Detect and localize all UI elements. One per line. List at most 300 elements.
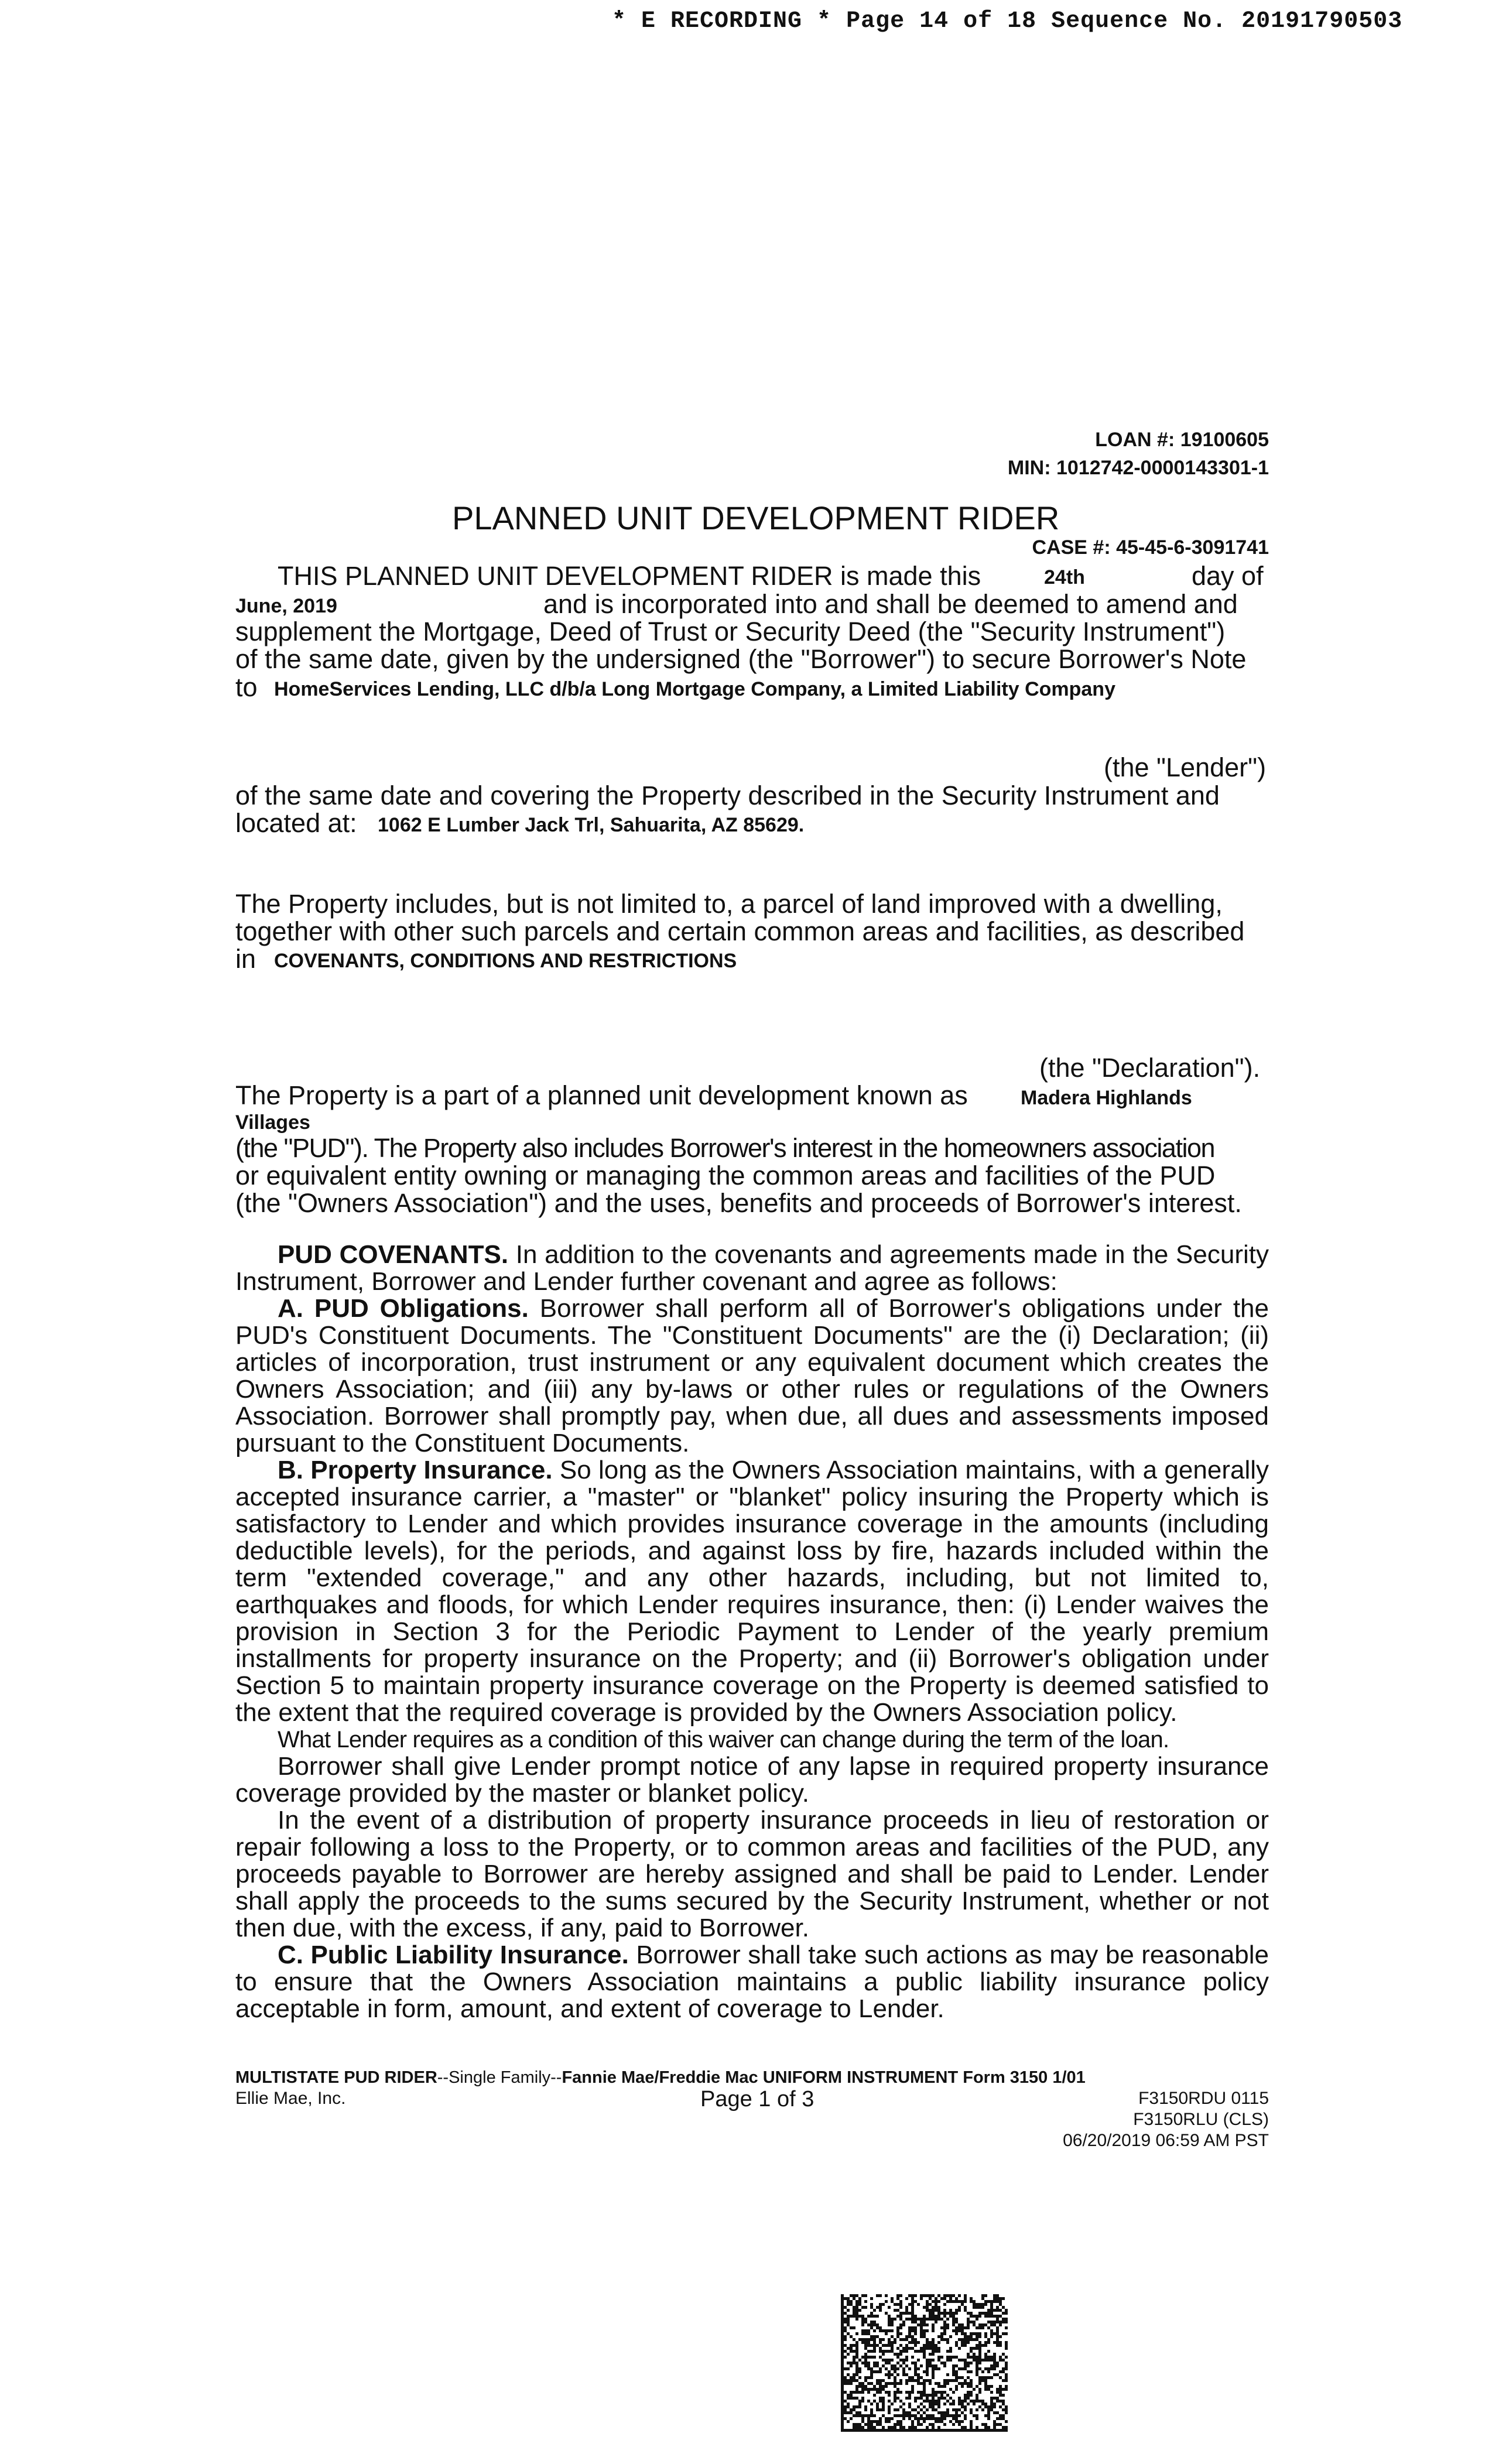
barcode-cell <box>873 2347 876 2350</box>
barcode-cell <box>929 2312 932 2315</box>
barcode-cell <box>993 2315 996 2318</box>
barcode-cell <box>894 2391 896 2394</box>
barcode-cell <box>970 2426 973 2429</box>
barcode-cell <box>920 2335 923 2338</box>
barcode-cell <box>978 2315 981 2318</box>
barcode-cell <box>864 2429 867 2432</box>
barcode-cell <box>964 2394 967 2397</box>
barcode-cell <box>853 2356 855 2359</box>
barcode-cell <box>949 2414 952 2417</box>
barcode-cell <box>908 2391 911 2394</box>
barcode-cell <box>964 2297 967 2300</box>
barcode-cell <box>870 2411 873 2414</box>
barcode-cell <box>888 2323 891 2326</box>
barcode-cell <box>917 2379 920 2382</box>
barcode-cell <box>932 2391 935 2394</box>
barcode-cell <box>1002 2429 1005 2432</box>
barcode-cell <box>958 2359 961 2362</box>
barcode-cell <box>855 2350 858 2353</box>
barcode-cell <box>873 2350 876 2353</box>
barcode-cell <box>920 2391 923 2394</box>
barcode-cell <box>844 2350 847 2353</box>
barcode-cell <box>861 2329 864 2332</box>
barcode-cell <box>917 2405 920 2408</box>
barcode-cell <box>973 2303 976 2306</box>
barcode-cell <box>929 2353 932 2356</box>
barcode-cell <box>879 2350 882 2353</box>
barcode-cell <box>955 2297 958 2300</box>
barcode-cell <box>940 2385 943 2388</box>
barcode-cell <box>996 2391 999 2394</box>
barcode-cell <box>996 2315 999 2318</box>
barcode-cell <box>926 2338 929 2341</box>
barcode-cell <box>984 2405 987 2408</box>
located-at-label: located at: <box>235 808 357 838</box>
barcode-cell <box>973 2347 976 2350</box>
barcode-cell <box>999 2423 1002 2426</box>
barcode-cell <box>999 2417 1002 2420</box>
barcode-cell <box>896 2388 899 2391</box>
barcode-cell <box>894 2408 896 2411</box>
barcode-cell <box>841 2323 844 2326</box>
barcode-cell <box>952 2315 955 2318</box>
barcode-cell <box>911 2423 914 2426</box>
barcode-cell <box>853 2306 855 2309</box>
barcode-cell <box>996 2321 999 2323</box>
barcode-cell <box>943 2414 946 2417</box>
barcode-cell <box>923 2370 926 2373</box>
property-line-1: The Property includes, but is not limited to, a parcel of land improved with a dwelling, <box>235 889 1223 919</box>
barcode-cell <box>847 2323 850 2326</box>
barcode-cell <box>891 2364 894 2367</box>
barcode-cell <box>841 2400 844 2403</box>
barcode-cell <box>1005 2420 1008 2423</box>
barcode-cell <box>855 2341 858 2344</box>
barcode-cell <box>935 2403 937 2405</box>
barcode-cell <box>896 2353 899 2356</box>
barcode-cell <box>908 2414 911 2417</box>
barcode-cell <box>949 2379 952 2382</box>
barcode-cell <box>964 2359 967 2362</box>
barcode-cell <box>964 2335 967 2338</box>
barcode-cell <box>908 2329 911 2332</box>
barcode-cell <box>961 2329 964 2332</box>
barcode-cell <box>929 2294 932 2297</box>
barcode-cell <box>984 2344 987 2347</box>
barcode-cell <box>873 2329 876 2332</box>
barcode-cell <box>964 2414 967 2417</box>
barcode-cell <box>973 2356 976 2359</box>
barcode-cell <box>1005 2318 1008 2321</box>
barcode-cell <box>976 2335 978 2338</box>
barcode-cell <box>911 2335 914 2338</box>
barcode-cell <box>976 2394 978 2397</box>
barcode-cell <box>864 2362 867 2364</box>
barcode-cell <box>858 2297 861 2300</box>
declaration-document: COVENANTS, CONDITIONS AND RESTRICTIONS <box>274 950 737 972</box>
barcode-cell <box>888 2429 891 2432</box>
barcode-cell <box>984 2335 987 2338</box>
barcode-cell <box>926 2347 929 2350</box>
barcode-cell <box>879 2370 882 2373</box>
barcode-cell <box>873 2309 876 2312</box>
barcode-cell <box>1005 2408 1008 2411</box>
barcode-cell <box>923 2382 926 2385</box>
barcode-cell <box>946 2356 949 2359</box>
barcode-cell <box>853 2312 855 2315</box>
barcode-cell <box>841 2338 844 2341</box>
barcode-cell <box>929 2364 932 2367</box>
barcode-cell <box>861 2382 864 2385</box>
barcode-cell <box>879 2429 882 2432</box>
barcode-cell <box>967 2394 970 2397</box>
barcode-cell <box>990 2329 993 2332</box>
barcode-cell <box>920 2318 923 2321</box>
barcode-cell <box>894 2367 896 2370</box>
barcode-cell <box>955 2309 958 2312</box>
barcode-cell <box>855 2318 858 2321</box>
covenant-c <box>235 1942 1269 2022</box>
barcode-cell <box>937 2417 940 2420</box>
barcode-cell <box>996 2344 999 2347</box>
barcode-cell <box>896 2335 899 2338</box>
barcode-cell <box>917 2417 920 2420</box>
barcode-cell <box>861 2341 864 2344</box>
barcode-cell <box>867 2414 870 2417</box>
barcode-cell <box>841 2426 844 2429</box>
barcode-cell <box>873 2356 876 2359</box>
barcode-cell <box>888 2370 891 2373</box>
barcode-cell <box>929 2309 932 2312</box>
barcode-cell <box>937 2300 940 2303</box>
barcode-cell <box>996 2423 999 2426</box>
barcode-cell <box>905 2429 908 2432</box>
barcode-cell <box>935 2303 937 2306</box>
barcode-cell <box>996 2429 999 2432</box>
barcode-cell <box>861 2400 864 2403</box>
barcode-cell <box>937 2391 940 2394</box>
barcode-cell <box>870 2408 873 2411</box>
barcode-cell <box>899 2326 902 2329</box>
barcode-cell <box>970 2394 973 2397</box>
barcode-cell <box>1005 2344 1008 2347</box>
barcode-cell <box>853 2315 855 2318</box>
barcode-cell <box>847 2394 850 2397</box>
barcode-cell <box>999 2321 1002 2323</box>
barcode-cell <box>943 2403 946 2405</box>
barcode-cell <box>932 2429 935 2432</box>
barcode-cell <box>1005 2356 1008 2359</box>
barcode-cell <box>926 2370 929 2373</box>
barcode-cell <box>996 2335 999 2338</box>
barcode-cell <box>929 2429 932 2432</box>
barcode-cell <box>914 2414 917 2417</box>
barcode-cell <box>853 2408 855 2411</box>
barcode-cell <box>993 2426 996 2429</box>
barcode-cell <box>867 2388 870 2391</box>
barcode-cell <box>914 2329 917 2332</box>
barcode-cell <box>882 2429 885 2432</box>
barcode-cell <box>855 2426 858 2429</box>
barcode-cell <box>841 2318 844 2321</box>
barcode-cell <box>858 2400 861 2403</box>
barcode-cell <box>844 2326 847 2329</box>
barcode-cell <box>976 2326 978 2329</box>
barcode-cell <box>858 2405 861 2408</box>
barcode-cell <box>976 2414 978 2417</box>
barcode-cell <box>882 2426 885 2429</box>
barcode-cell <box>888 2400 891 2403</box>
barcode-cell <box>923 2388 926 2391</box>
barcode-cell <box>888 2362 891 2364</box>
barcode-cell <box>905 2411 908 2414</box>
barcode-cell <box>999 2385 1002 2388</box>
barcode-cell <box>967 2403 970 2405</box>
barcode-cell <box>920 2347 923 2350</box>
barcode-cell <box>976 2318 978 2321</box>
barcode-cell <box>902 2426 905 2429</box>
barcode-cell <box>873 2321 876 2323</box>
barcode-cell <box>932 2300 935 2303</box>
barcode-cell <box>935 2429 937 2432</box>
barcode-cell <box>952 2367 955 2370</box>
barcode-cell <box>929 2347 932 2350</box>
barcode-cell <box>952 2294 955 2297</box>
barcode-cell <box>1002 2321 1005 2323</box>
barcode-cell <box>1002 2394 1005 2397</box>
barcode-cell <box>917 2341 920 2344</box>
barcode-cell <box>908 2403 911 2405</box>
barcode-cell <box>858 2385 861 2388</box>
barcode-cell <box>902 2312 905 2315</box>
barcode-cell <box>955 2373 958 2376</box>
barcode-cell <box>990 2303 993 2306</box>
barcode-cell <box>864 2376 867 2379</box>
barcode-cell <box>847 2318 850 2321</box>
barcode-cell <box>844 2321 847 2323</box>
barcode-cell <box>978 2400 981 2403</box>
barcode-cell <box>841 2388 844 2391</box>
barcode-cell <box>864 2318 867 2321</box>
barcode-cell <box>964 2362 967 2364</box>
barcode-cell <box>932 2312 935 2315</box>
barcode-cell <box>973 2338 976 2341</box>
barcode-cell <box>855 2309 858 2312</box>
barcode-cell <box>973 2353 976 2356</box>
barcode-cell <box>943 2303 946 2306</box>
barcode-cell <box>961 2303 964 2306</box>
barcode-cell <box>841 2294 844 2297</box>
barcode-cell <box>967 2323 970 2326</box>
barcode-cell <box>987 2338 990 2341</box>
barcode-cell <box>967 2391 970 2394</box>
case-label: CASE #: <box>1032 536 1111 559</box>
barcode-cell <box>940 2414 943 2417</box>
barcode-cell <box>850 2350 853 2353</box>
barcode-cell <box>876 2344 879 2347</box>
barcode-cell <box>958 2300 961 2303</box>
barcode-cell <box>876 2362 879 2364</box>
barcode-cell <box>899 2364 902 2367</box>
barcode-cell <box>905 2356 908 2359</box>
barcode-cell <box>902 2417 905 2420</box>
barcode-cell <box>970 2391 973 2394</box>
barcode-cell <box>999 2323 1002 2326</box>
barcode-cell <box>926 2359 929 2362</box>
form-prefix: MULTISTATE PUD RIDER <box>235 2068 437 2087</box>
barcode-cell <box>943 2391 946 2394</box>
barcode-cell <box>914 2397 917 2400</box>
barcode-cell <box>987 2359 990 2362</box>
barcode-cell <box>917 2350 920 2353</box>
barcode-cell <box>847 2373 850 2376</box>
barcode-cell <box>847 2332 850 2335</box>
barcode-cell <box>981 2297 984 2300</box>
the-lender-label: (the "Lender") <box>1104 752 1267 782</box>
barcode-cell <box>964 2408 967 2411</box>
barcode-cell <box>993 2332 996 2335</box>
barcode-cell <box>970 2315 973 2318</box>
barcode-cell <box>876 2382 879 2385</box>
barcode-cell <box>932 2408 935 2411</box>
barcode-cell <box>891 2359 894 2362</box>
barcode-cell <box>855 2300 858 2303</box>
barcode-cell <box>949 2315 952 2318</box>
barcode-cell <box>940 2391 943 2394</box>
barcode-cell <box>911 2297 914 2300</box>
barcode-cell <box>844 2429 847 2432</box>
barcode-cell <box>946 2382 949 2385</box>
barcode-cell <box>870 2306 873 2309</box>
barcode-cell <box>943 2312 946 2315</box>
barcode-cell <box>899 2420 902 2423</box>
barcode-cell <box>858 2367 861 2370</box>
barcode-cell <box>1005 2347 1008 2350</box>
barcode-cell <box>920 2414 923 2417</box>
barcode-cell <box>1005 2312 1008 2315</box>
barcode-cell <box>858 2359 861 2362</box>
barcode-cell <box>996 2364 999 2367</box>
barcode-cell <box>984 2376 987 2379</box>
barcode-cell <box>902 2367 905 2370</box>
barcode-cell <box>920 2376 923 2379</box>
barcode-cell <box>917 2411 920 2414</box>
barcode-cell <box>870 2350 873 2353</box>
barcode-cell <box>958 2423 961 2426</box>
barcode-cell <box>978 2391 981 2394</box>
barcode-cell <box>993 2353 996 2356</box>
barcode-cell <box>961 2359 964 2362</box>
barcode-cell <box>853 2338 855 2341</box>
barcode-cell <box>984 2300 987 2303</box>
barcode-cell <box>955 2321 958 2323</box>
barcode-cell <box>879 2309 882 2312</box>
barcode-cell <box>896 2367 899 2370</box>
barcode-cell <box>978 2359 981 2362</box>
barcode-cell <box>932 2405 935 2408</box>
barcode-cell <box>981 2379 984 2382</box>
barcode-cell <box>850 2411 853 2414</box>
barcode-cell <box>996 2309 999 2312</box>
barcode-cell <box>976 2347 978 2350</box>
barcode-cell <box>993 2403 996 2405</box>
covenant-c-heading: C. Public Liability Insurance. <box>278 1941 629 1969</box>
barcode-cell <box>896 2332 899 2335</box>
barcode-cell <box>885 2417 888 2420</box>
barcode-cell <box>935 2321 937 2323</box>
barcode-cell <box>850 2417 853 2420</box>
barcode-cell <box>964 2300 967 2303</box>
barcode-cell <box>932 2318 935 2321</box>
barcode-cell <box>861 2323 864 2326</box>
barcode-cell <box>879 2408 882 2411</box>
barcode-cell <box>981 2294 984 2297</box>
barcode-cell <box>867 2367 870 2370</box>
barcode-cell <box>978 2382 981 2385</box>
barcode-cell <box>952 2379 955 2382</box>
barcode-cell <box>926 2341 929 2344</box>
barcode-cell <box>864 2294 867 2297</box>
barcode-cell <box>990 2309 993 2312</box>
barcode-cell <box>1005 2326 1008 2329</box>
barcode-cell <box>847 2403 850 2405</box>
barcode-cell <box>855 2362 858 2364</box>
barcode-cell <box>978 2335 981 2338</box>
barcode-cell <box>844 2312 847 2315</box>
barcode-cell <box>958 2429 961 2432</box>
barcode-cell <box>905 2306 908 2309</box>
barcode-cell <box>853 2405 855 2408</box>
barcode-cell <box>870 2414 873 2417</box>
barcode-cell <box>984 2353 987 2356</box>
barcode-cell <box>996 2417 999 2420</box>
barcode-cell <box>905 2391 908 2394</box>
barcode-cell <box>899 2300 902 2303</box>
barcode-cell <box>911 2338 914 2341</box>
barcode-cell <box>855 2423 858 2426</box>
barcode-cell <box>911 2385 914 2388</box>
barcode-cell <box>932 2338 935 2341</box>
barcode-cell <box>990 2359 993 2362</box>
intro-line-6: of the same date and covering the Property described in the Security Instrument and <box>235 781 1220 810</box>
barcode-cell <box>894 2353 896 2356</box>
barcode-cell <box>914 2318 917 2321</box>
barcode-cell <box>970 2429 973 2432</box>
barcode-cell <box>896 2408 899 2411</box>
barcode-cell <box>952 2329 955 2332</box>
barcode-cell <box>844 2335 847 2338</box>
barcode-cell <box>961 2400 964 2403</box>
barcode-cell <box>929 2417 932 2420</box>
barcode-cell <box>929 2394 932 2397</box>
barcode-cell <box>976 2344 978 2347</box>
barcode-cell <box>984 2426 987 2429</box>
barcode-cell <box>923 2294 926 2297</box>
barcode-cell <box>961 2323 964 2326</box>
barcode-cell <box>1002 2297 1005 2300</box>
barcode-cell <box>1005 2364 1008 2367</box>
barcode-cell <box>861 2318 864 2321</box>
barcode-cell <box>967 2397 970 2400</box>
barcode-cell <box>929 2297 932 2300</box>
barcode-cell <box>879 2306 882 2309</box>
barcode-cell <box>993 2423 996 2426</box>
barcode-cell <box>841 2306 844 2309</box>
barcode-cell <box>882 2388 885 2391</box>
barcode-cell <box>1005 2332 1008 2335</box>
barcode-cell <box>978 2312 981 2315</box>
barcode-cell <box>896 2329 899 2332</box>
